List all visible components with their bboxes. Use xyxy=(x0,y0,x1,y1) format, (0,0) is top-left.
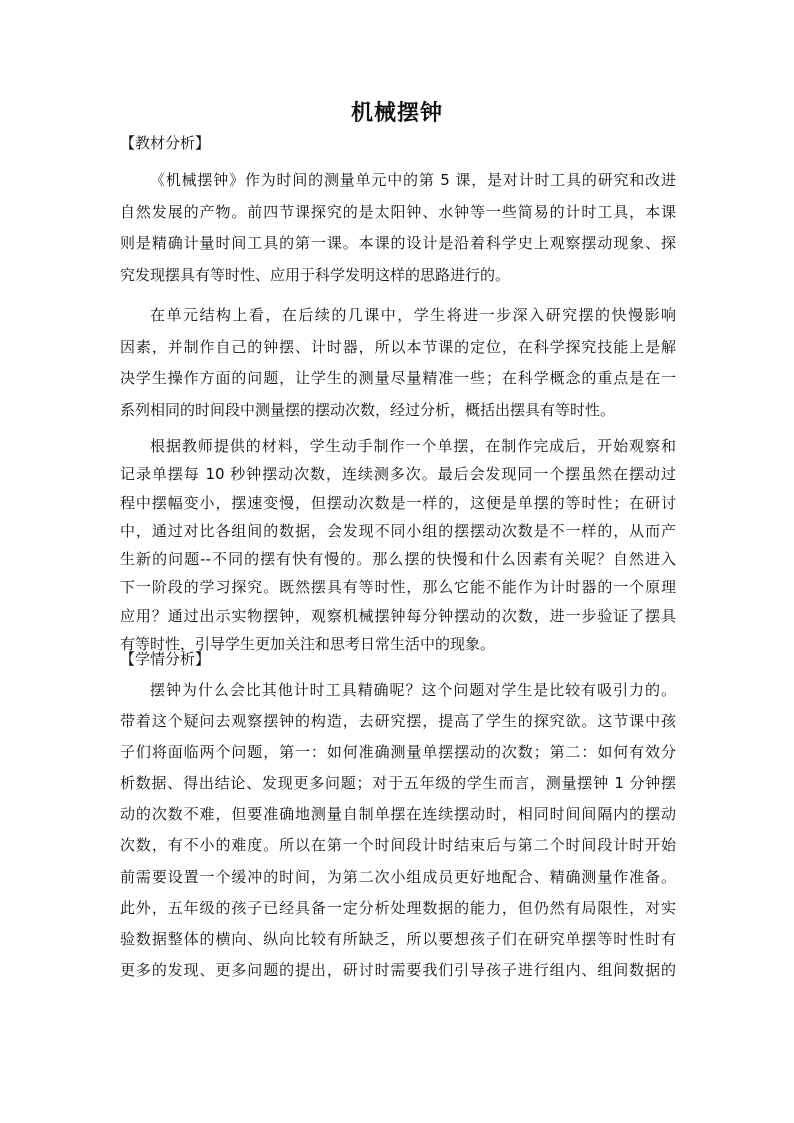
paragraph xyxy=(120,675,676,986)
text-line: 系列相同的时间段中测量摆的摆动次数，经过分析，概括出摆具有等时性。 xyxy=(120,400,616,419)
section-heading-textbook-analysis: 【教材分析】 xyxy=(120,134,211,152)
text-line: 究发现摆具有等时性、应用于科学发明这样的思路进行的。 xyxy=(120,265,511,284)
text-line: 自然发展的产物。前四节课探究的是太阳钟、水钟等一些简易的计时工具，本课 xyxy=(120,202,676,221)
text-line: 摆钟为什么会比其他计时工具精确呢？这个问题对学生是比较有吸引力的。 xyxy=(150,681,676,699)
text-line: 前需要设置一个缓冲的时间，为第二次小组成员更好地配合、精确测量作准备。 xyxy=(120,867,676,886)
text-line: 此外，五年级的孩子已经具备一定分析处理数据的能力，但仍然有局限性，对实 xyxy=(120,898,676,917)
paragraph xyxy=(120,300,676,426)
text-line: 带着这个疑问去观察摆钟的构造，去研究摆，提高了学生的探究欲。这节课中孩 xyxy=(120,712,676,731)
paragraph xyxy=(120,432,676,658)
text-line: 应用？通过出示实物摆钟，观察机械摆钟每分钟摆动的次数，进一步验证了摆具 xyxy=(120,606,676,625)
text-line: 中，通过对比各组间的数据，会发现不同小组的摆摆动次数是不一样的，从而产 xyxy=(120,521,676,540)
page-title: 机械摆钟 xyxy=(350,101,443,126)
text-line: 动的次数不难，但要准确地测量自制单摆在连续摆动时，相同时间间隔内的摆动 xyxy=(120,805,676,824)
text-line: 因素，并制作自己的钟摆、计时器，所以本节课的定位，在科学探究技能上是解 xyxy=(120,337,676,356)
text-line: 记录单摆每 10 秒钟摆动次数，连续测多次。最后会发现同一个摆虽然在摆动过 xyxy=(120,465,676,484)
text-line: 生新的问题--不同的摆有快有慢的。那么摆的快慢和什么因素有关呢？自然进入 xyxy=(120,550,676,569)
text-line: 更多的发现、更多问题的提出，研讨时需要我们引导孩子进行组内、组间数据的 xyxy=(120,960,676,979)
text-line: 决学生操作方面的问题，让学生的测量尽量精准一些；在科学概念的重点是在一 xyxy=(120,369,676,387)
text-line: 则是精确计量时间工具的第一课。本课的设计是沿着科学史上观察摆动现象、探 xyxy=(120,234,676,252)
section-heading-student-analysis: 【学情分析】 xyxy=(120,650,211,668)
text-line: 下一阶段的学习探究。既然摆具有等时性，那么它能不能作为计时器的一个原理 xyxy=(120,578,676,597)
text-line: 子们将面临两个问题，第一：如何准确测量单摆摆动的次数；第二：如何有效分 xyxy=(120,743,676,762)
text-line: 有等时性，引导学生更加关注和思考日常生活中的现象。 xyxy=(120,635,496,654)
text-line: 程中摆幅变小，摆速变慢，但摆动次数是一样的，这便是单摆的等时性；在研讨 xyxy=(120,493,676,512)
text-line: 根据教师提供的材料，学生动手制作一个单摆，在制作完成后，开始观察和 xyxy=(150,437,676,455)
text-line: 《机械摆钟》作为时间的测量单元中的第 5 课，是对计时工具的研究和改进 xyxy=(150,171,676,189)
text-line: 在单元结构上看，在后续的几课中，学生将进一步深入研究摆的快慢影响 xyxy=(150,306,676,324)
paragraph xyxy=(120,165,676,291)
text-line: 析数据、得出结论、发现更多问题；对于五年级的学生而言，测量摆钟 1 分钟摆 xyxy=(120,774,676,793)
text-line: 验数据整体的横向、纵向比较有所缺乏，所以要想孩子们在研究单摆等时性时有 xyxy=(120,929,676,948)
text-line: 次数，有不小的难度。所以在第一个时间段计时结束后与第二个时间段计时开始 xyxy=(120,836,676,855)
